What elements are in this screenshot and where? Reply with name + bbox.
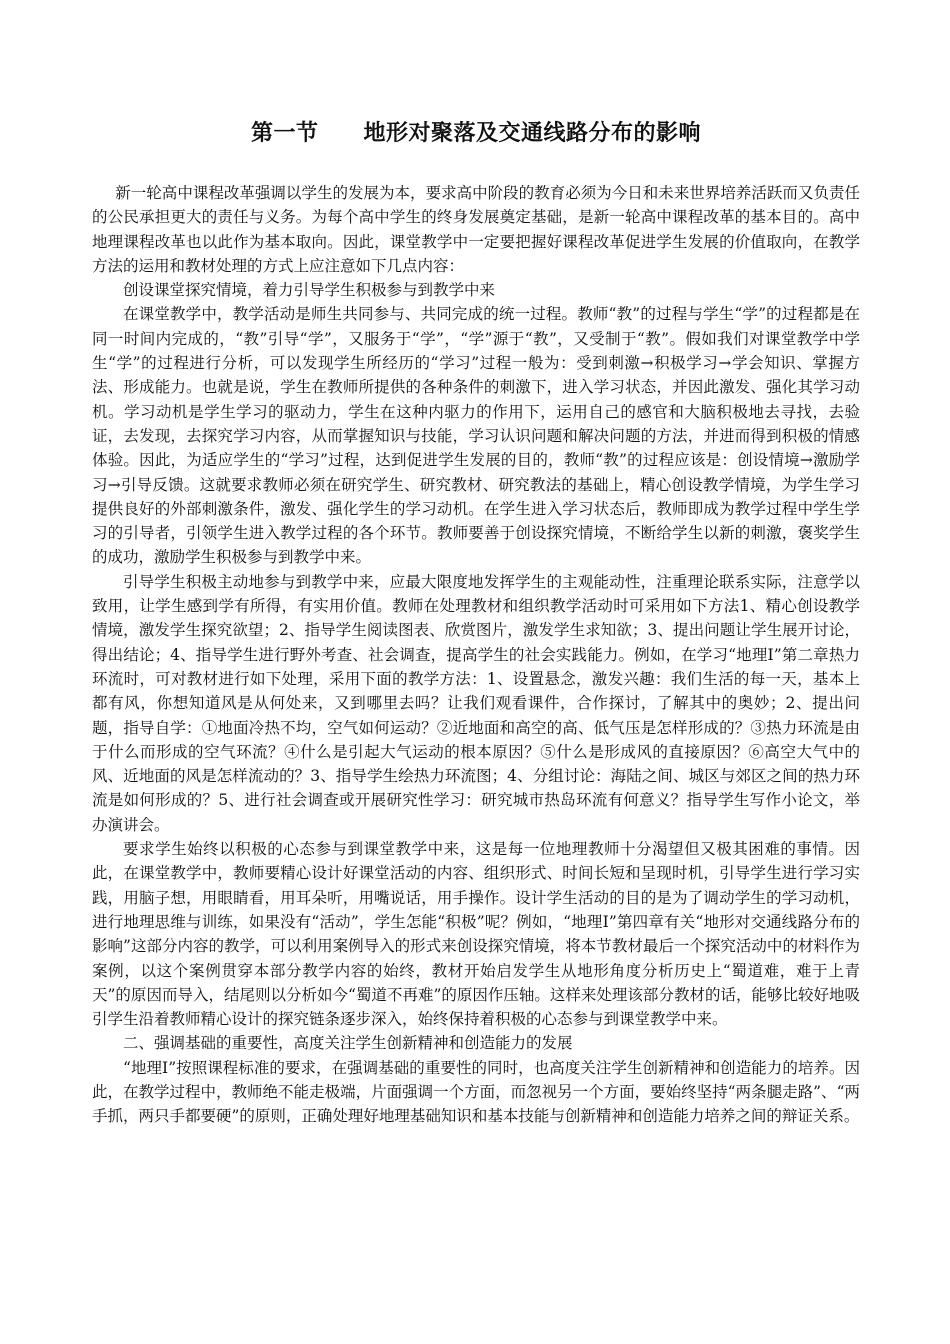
section-heading-1: 创设课堂探究情境，着力引导学生积极参与到教学中来 — [123, 281, 496, 300]
document-title: 第一节 地形对聚落及交通线路分布的影响 — [250, 120, 701, 146]
paragraph-intro: 新一轮高中课程改革强调以学生的发展为本，要求高中阶段的教育必须为今日和未来世界培养活跃而又负责任的公民承担更大的责任与义务。为每个高中学生的终身发展奠定基础，是新一轮高中课程改革的基本目的。高中地理课程改革也以此作为基本取向。因此，课堂教学中一定要把握好课程改革促进学生发展的价值取向，在教学方法的运用和教材处理的方式上应注意如下几点内容： — [92, 184, 860, 275]
document-page — [92, 0, 860, 1129]
section-heading-2: 二、强调基础的重要性，高度关注学生创新精神和创造能力的发展 — [123, 1034, 573, 1053]
paragraph-teaching-methods: 引导学生积极主动地参与到教学中来，应最大限度地发挥学生的主观能动性，注重理论联系实际，注意学以致用，让学生感到学有所得，有实用价值。教师在处理教材和组织教学活动时可采用如下方法1、精心创设教学情境，激发学生探究欲望；2、指导学生阅读图表、欣赏图片，激发学生求知欲；3、提出问题让学生展开讨论，得出结论；4、指导学生进行野外考查、社会调查，提高学生的社会实践能力。例如，在学习“地理Ⅰ”第二章热力环流时，可对教材进行如下处理，采用下面的教学方法：1、设置悬念，激发兴趣：我们生活的每一天，基本上都有风，你想知道风是从何处来，又到哪里去吗？让我们观看课件，合作探讨，了解其中的奥妙；2、提出问题，指导自学：①地面冷热不均，空气如何运动？②近地面和高空的高、低气压是怎样形成的？③热力环流是由于什么而形成的空气环流？④什么是引起大气运动的根本原因？⑤什么是形成风的直接原因？⑥高空大气中的风、近地面的风是怎样流动的？3、指导学生绘热力环流图；4、分组讨论：海陆之间、城区与郊区之间的热力环流是如何形成的？5、进行社会调查或开展研究性学习：研究城市热岛环流有何意义？指导学生写作小论文，举办演讲会。 — [92, 572, 860, 834]
paragraph-active-participation: 要求学生始终以积极的心态参与到课堂教学中来，这是每一位地理教师十分渴望但又极其困难的事情。因此，在课堂教学中，教师要精心设计好课堂活动的内容、组织形式、时间长短和呈现时机，引导学生进行学习实践，用脑子想，用眼睛看，用耳朵听，用嘴说话，用手操作。设计学生活动的目的是为了调动学生的学习动机，进行地理思维与训练，如果没有“活动”，学生怎能“积极”呢？例如，“地理Ⅰ”第四章有关“地形对交通线路分布的影响”这部分内容的教学，可以利用案例导入的形式来创设探究情境，将本节教材最后一个探究活动中的材料作为案例，以这个案例贯穿本部分教学内容的始终，教材开始启发学生从地形角度分析历史上“蜀道难，难于上青天”的原因而导入，结尾则以分析如今“蜀道不再难”的原因作压轴。这样来处理该部分教材的话，能够比较好地吸引学生沿着教师精心设计的探究链条逐步深入，始终保持着积极的心态参与到课堂教学中来。 — [92, 840, 860, 1029]
paragraph-innovation: “地理Ⅰ”按照课程标准的要求，在强调基础的重要性的同时，也高度关注学生创新精神和创造能力的培养。因此，在教学过程中，教师绝不能走极端，片面强调一个方面，而忽视另一个方面，要始终坚持“两条腿走路”、“两手抓，两只手都要硬”的原则，正确处理好地理基础知识和基本技能与创新精神和创造能力培养之间的辩证关系。 — [92, 1058, 860, 1126]
paragraph-teaching-process: 在课堂教学中，教学活动是师生共同参与、共同完成的统一过程。教师“教”的过程与学生“学”的过程都是在同一时间内完成的，“教”引导“学”，又服务于“学”，“学”源于“教”，又受制于“教”。假如我们对课堂教学中学生“学”的过程进行分析，可以发现学生所经历的“学习”过程一般为：受到刺激→积极学习→学会知识、掌握方法、形成能力。也就是说，学生在教师所提供的各种条件的刺激下，进入学习状态，并因此激发、强化其学习动机。学习动机是学生学习的驱动力，学生在这种内驱力的作用下，运用自己的感官和大脑积极地去寻找，去验证，去发现，去探究学习内容，从而掌握知识与技能，学习认识问题和解决问题的方法，并进而得到积极的情感体验。因此，为适应学生的“学习”过程，达到促进学生发展的目的，教师“教”的过程应该是：创设情境→激励学习→引导反馈。这就要求教师必须在研究学生、研究教材、研究教法的基础上，精心创设教学情境，为学生学习提供良好的外部刺激条件，激发、强化学生的学习动机。在学生进入学习状态后，教师即成为教学过程中学生学习的引导者，引领学生进入教学过程的各个环节。教师要善于创设探究情境，不断给学生以新的刺激，褒奖学生的成功，激励学生积极参与到教学中来。 — [92, 305, 860, 567]
document-body — [92, 181, 860, 1129]
